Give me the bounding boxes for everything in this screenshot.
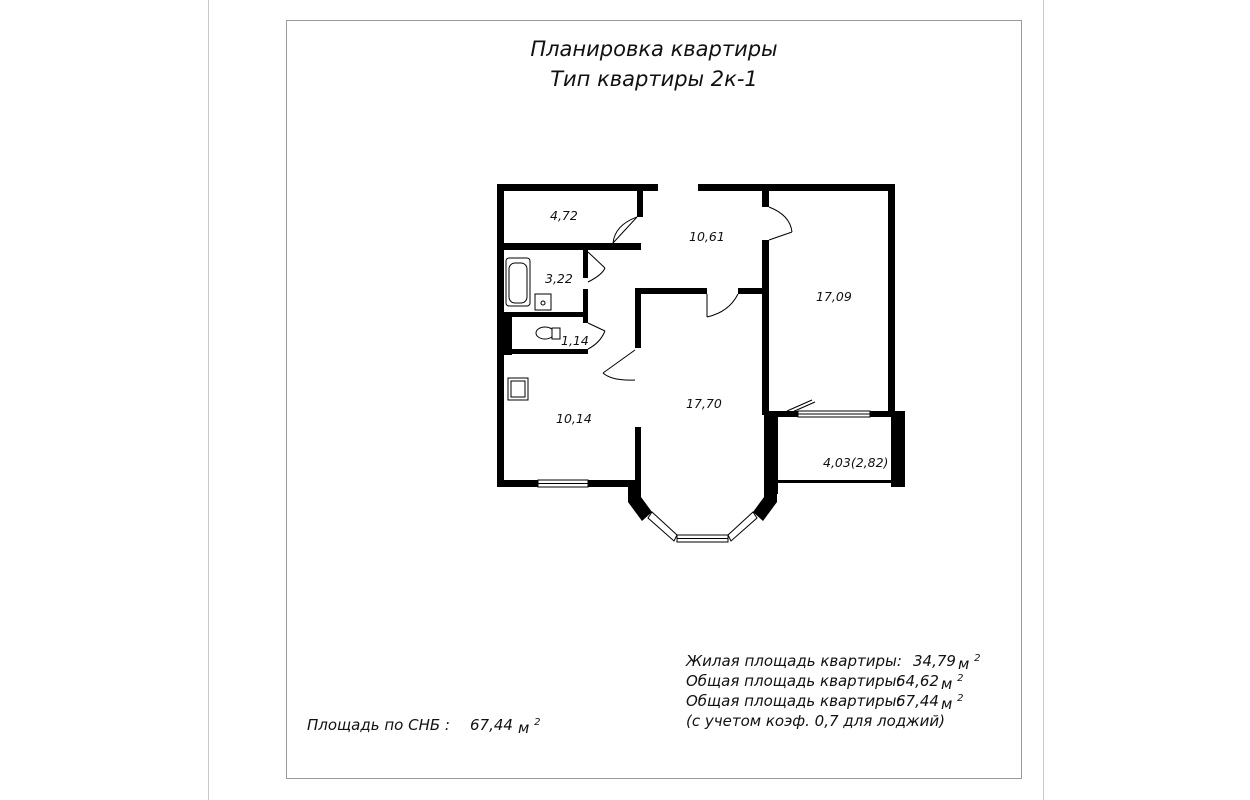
- stat-living-value: 34,79: [913, 652, 956, 670]
- snb-unit: м $^2$: [518, 717, 541, 737]
- toilet-icon: [536, 327, 554, 339]
- room-label-toilet: 1,14: [561, 333, 589, 348]
- plan-title: Планировка квартиры: [530, 37, 778, 61]
- room-label-bedroom: 17,09: [816, 289, 852, 304]
- stat-total-label: Общая площадь квартиры:: [686, 672, 902, 690]
- stat-living-unit: м $^2$: [958, 653, 981, 673]
- snb-area: [307, 715, 541, 737]
- room-label-bathroom: 3,22: [545, 271, 573, 286]
- windows: [538, 411, 870, 542]
- snb-label: Площадь по СНБ :: [307, 716, 450, 734]
- stat-living-area: [686, 651, 981, 673]
- stat-total-coef-unit: м $^2$: [941, 693, 964, 713]
- stat-coef-note: (с учетом коэф. 0,7 для лоджий): [686, 712, 946, 730]
- room-label-storage: 4,72: [550, 208, 578, 223]
- plan-subtitle: Тип квартиры 2к-1: [550, 67, 758, 91]
- stat-total-coef-area: [686, 691, 964, 713]
- room-label-living-room: 17,70: [686, 396, 722, 411]
- room-label-hall: 10,61: [689, 229, 725, 244]
- stat-total-value: 64,62: [896, 672, 939, 690]
- snb-value: 67,44: [470, 716, 513, 734]
- stat-total-unit: м $^2$: [941, 673, 964, 693]
- room-label-loggia: 4,03(2,82): [823, 455, 889, 470]
- room-label-kitchen: 10,14: [556, 411, 592, 426]
- stat-total-coef-value: 67,44: [896, 692, 939, 710]
- stat-living-label: Жилая площадь квартиры:: [686, 652, 902, 670]
- stat-total-area: [686, 671, 964, 693]
- stat-total-coef-label: Общая площадь квартиры:: [686, 692, 902, 710]
